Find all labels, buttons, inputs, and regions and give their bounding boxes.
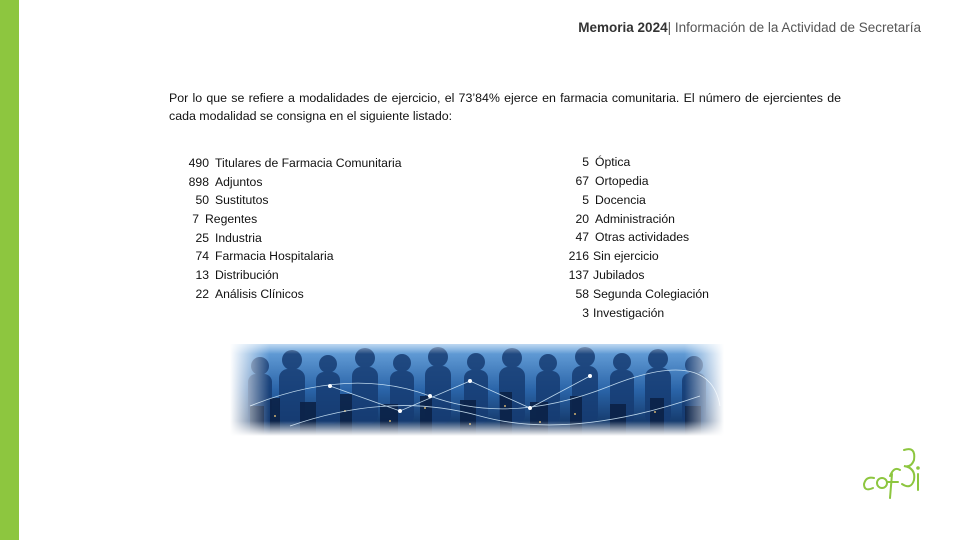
- item-label: Regentes: [205, 212, 258, 226]
- list-item: [175, 156, 402, 170]
- item-label: Investigación: [593, 306, 665, 320]
- list-item: [175, 193, 269, 207]
- item-count: 490: [188, 156, 209, 170]
- list-item: [545, 212, 675, 226]
- left-list: [175, 156, 435, 306]
- list-item: [545, 230, 689, 244]
- item-count: 50: [195, 193, 209, 207]
- list-item: [175, 287, 304, 301]
- item-count: 47: [575, 230, 589, 244]
- item-count: 3: [582, 306, 589, 320]
- section-title: | Información de la Actividad de Secretaría: [667, 20, 921, 35]
- item-label: Industria: [215, 231, 262, 245]
- item-label: Ortopedia: [595, 174, 649, 188]
- list-item: [545, 306, 664, 320]
- item-label: Sustitutos: [215, 193, 269, 207]
- item-label: Análisis Clínicos: [215, 287, 304, 301]
- item-label: Farmacia Hospitalaria: [215, 249, 334, 263]
- report-title: Memoria 2024: [578, 20, 668, 35]
- item-count: 7: [192, 212, 199, 226]
- list-item: [175, 249, 334, 263]
- item-count: 137: [568, 268, 589, 282]
- item-count: 5: [582, 193, 589, 207]
- list-item: [545, 174, 649, 188]
- item-count: 25: [195, 231, 209, 245]
- item-count: 5: [582, 155, 589, 169]
- item-label: Segunda Colegiación: [593, 287, 709, 301]
- people-network-banner: [230, 336, 724, 436]
- page-header: [578, 20, 921, 35]
- cofbi-logo: [856, 438, 926, 508]
- list-item: [175, 231, 262, 245]
- item-count: 22: [195, 287, 209, 301]
- list-item: [545, 268, 645, 282]
- item-count: 216: [568, 249, 589, 263]
- list-item: [545, 287, 709, 301]
- item-label: Otras actividades: [595, 230, 690, 244]
- list-item: [175, 268, 279, 282]
- item-label: Administración: [595, 212, 675, 226]
- list-item: [545, 249, 659, 263]
- list-item: [545, 193, 646, 207]
- item-label: Jubilados: [593, 268, 645, 282]
- right-list: [545, 155, 745, 325]
- intro-paragraph: Por lo que se refiere a modalidades de ejercicio, el 73’84% ejerce en farmacia comunitaria. El número de ejercientes de cada modalidad se consigna en el siguiente listado:: [169, 91, 841, 123]
- item-label: Sin ejercicio: [593, 249, 659, 263]
- item-label: Docencia: [595, 193, 646, 207]
- item-count: 13: [195, 268, 209, 282]
- green-side-bar: [0, 0, 19, 540]
- item-count: 898: [188, 175, 209, 189]
- item-label: Distribución: [215, 268, 279, 282]
- item-label: Óptica: [595, 155, 631, 169]
- item-count: 58: [575, 287, 589, 301]
- list-item: [175, 212, 257, 226]
- item-label: Titulares de Farmacia Comunitaria: [215, 156, 402, 170]
- list-item: [175, 175, 262, 189]
- item-label: Adjuntos: [215, 175, 263, 189]
- item-count: 20: [575, 212, 589, 226]
- item-count: 67: [575, 174, 589, 188]
- item-count: 74: [195, 249, 209, 263]
- list-item: [545, 155, 630, 169]
